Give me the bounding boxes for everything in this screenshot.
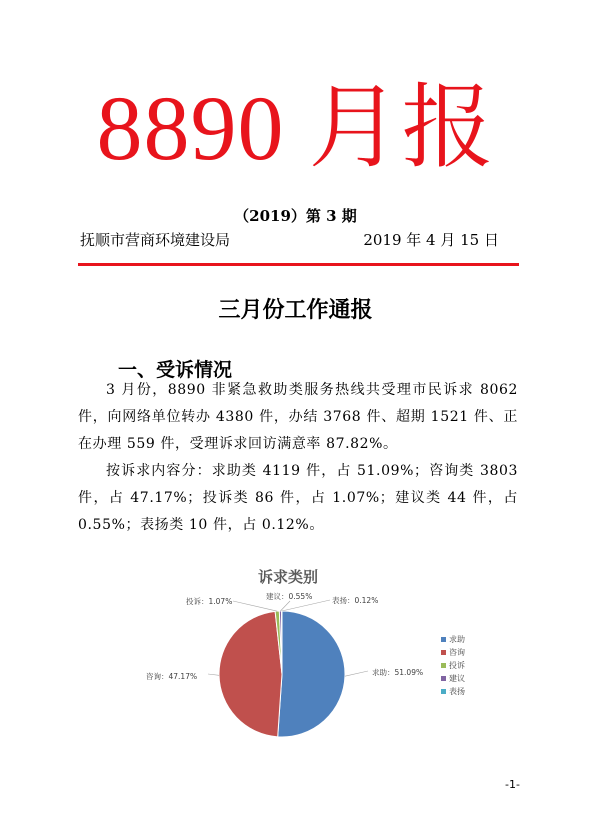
data-label-0: 求助：51.09% — [372, 668, 424, 677]
leader-line-0 — [345, 671, 368, 676]
paragraph-breakdown: 按诉求内容分：求助类 4119 件，占 51.09%；咨询类 3803 件，占 47.17%；投诉类 86 件，占 1.07%；建议类 44 件，占 0.55%；表扬类 10 件，占 0.12%。 — [78, 463, 518, 533]
pie-slice-1 — [219, 611, 282, 736]
legend-label-2: 投诉 — [449, 661, 465, 670]
legend-swatch-3 — [441, 676, 446, 681]
page-number: -1- — [505, 778, 520, 791]
legend-label-1: 咨询 — [449, 648, 465, 657]
legend-swatch-0 — [441, 637, 446, 642]
issuing-office: 抚顺市营商环境建设局 — [80, 231, 231, 249]
data-label-3: 建议：0.55% — [266, 592, 313, 601]
report-title: 三月份工作通报 — [218, 298, 373, 323]
paragraph-summary: 3 月份，8890 非紧急救助类服务热线共受理市民诉求 8062 件，向网络单位转办 4380 件，办结 3768 件、超期 1521 件、正在办理 559 件，受理诉求回访满意率 87.82%。 — [78, 382, 518, 452]
data-label-2: 投诉：1.07% — [186, 597, 233, 606]
issue-number: （2019）第 3 期 — [234, 207, 357, 225]
data-label-1: 咨询：47.17% — [146, 672, 198, 681]
issue-date: 2019 年 4 月 15 日 — [363, 231, 499, 249]
masthead-title: 8890 月报 — [96, 77, 495, 179]
chart-title: 诉求类别 — [257, 568, 319, 586]
legend-swatch-4 — [441, 689, 446, 694]
leader-line-1 — [208, 674, 219, 675]
legend-swatch-2 — [441, 663, 446, 668]
legend-label-4: 表扬 — [449, 687, 465, 696]
section-heading: 一、受诉情况 — [118, 359, 233, 381]
data-label-4: 表扬：0.12% — [332, 596, 379, 605]
legend-label-3: 建议 — [449, 674, 465, 683]
red-divider — [78, 263, 519, 266]
leader-line-2 — [233, 601, 277, 611]
legend-label-0: 求助 — [449, 635, 465, 644]
pie-chart — [118, 560, 488, 750]
legend-swatch-1 — [441, 650, 446, 655]
pie-slice-0 — [278, 611, 345, 737]
